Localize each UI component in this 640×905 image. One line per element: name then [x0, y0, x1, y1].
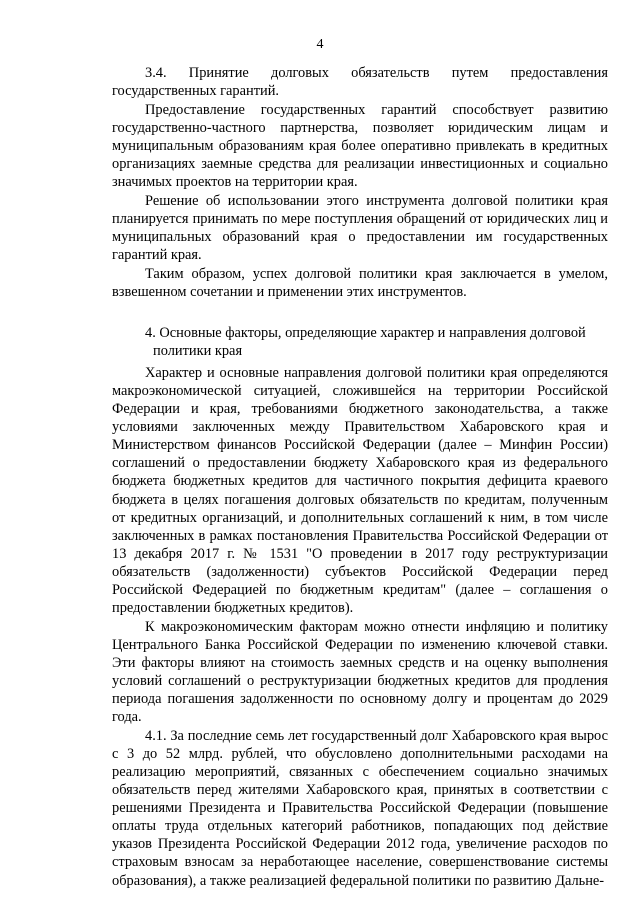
- section-4-heading: [112, 324, 608, 360]
- paragraph-macro-factors: К макроэкономическим факторам можно отнести инфляцию и политику Центрального Банка Российской Федерации по изменению ключевой ставки. Эти факторы влияют на стоимость заемных средств и на оценку выполнения условий соглашений о реструктуризации бюджетных кредитов для продления периода погашения задолженности по основному долгу и процентам до 2029 года.: [112, 618, 608, 726]
- paragraph-character: Характер и основные направления долговой политики края определяются макроэкономической ситуацией, сложившейся на территории Российской Федерации и края, требованиями бюджетного законодательства, а также условиями заключенных между Правительством Хабаровского края и Министерством финансов Российской Федерации (далее – Минфин России) соглашений о предоставлении бюджету Хабаровского края из федерального бюджета бюджетных кредитов для частичного покрытия дефицита краевого бюджета в целях погашения долговых обязательств по кредитам, полученным от кредитных организаций, и дополнительных соглашений к ним, в том числе заключенных в рамках постановления Правительства Российской Федерации от 13 декабря 2017 г. № 1531 "О проведении в 2017 году реструктуризации обязательств (задолженности) субъектов Российской Федерации перед Российской Федерацией по бюджетным кредитам" (далее – соглашения о предоставлении бюджетных кредитов).: [112, 364, 608, 617]
- paragraph-4-1: 4.1. За последние семь лет государственный долг Хабаровского края вырос с 3 до 52 млрд. рублей, что обусловлено дополнительными расходами на реализацию мероприятий, связанных с обеспечением социально значимых обязательств перед жителями Хабаровского края, принятых в соответствии с решениями Президента и Правительства Российской Федерации (повышение оплаты труда отдельных категорий работников, попадающих под действие указов Президента Российской Федерации 2012 года, увеличение расходов по страховым взносам за неработающее население, совершенствование системы образования), а также реализацией федеральной политики по развитию Дальне-: [112, 727, 608, 889]
- section-4-heading-line1: 4. Основные факторы, определяющие характер и направления долговой: [145, 324, 586, 341]
- paragraph-guarantees: Предоставление государственных гарантий способствует развитию государственно-частного партнерства, позволяет юридическим лицам и муниципальным образованиям края более оперативно привлекать в кредитных организациях заемные средства для реализации инвестиционных и социально значимых проектов на территории края.: [112, 101, 608, 191]
- page-number: 4: [316, 37, 324, 52]
- paragraph-3-4: 3.4. Принятие долговых обязательств путем предоставления государственных гарантий.: [112, 65, 608, 100]
- document-body: [112, 64, 608, 890]
- paragraph-decision: Решение об использовании этого инструмента долговой политики края планируется принимать по мере поступления обращений от юридических лиц и муниципальных образований края о предоставлении им государственных гарантий края.: [112, 192, 608, 263]
- section-4-heading-line2: политики края: [153, 342, 243, 359]
- paragraph-conclusion: Таким образом, успех долговой политики края заключается в умелом, взвешенном сочетании и применении этих инструментов.: [112, 265, 608, 300]
